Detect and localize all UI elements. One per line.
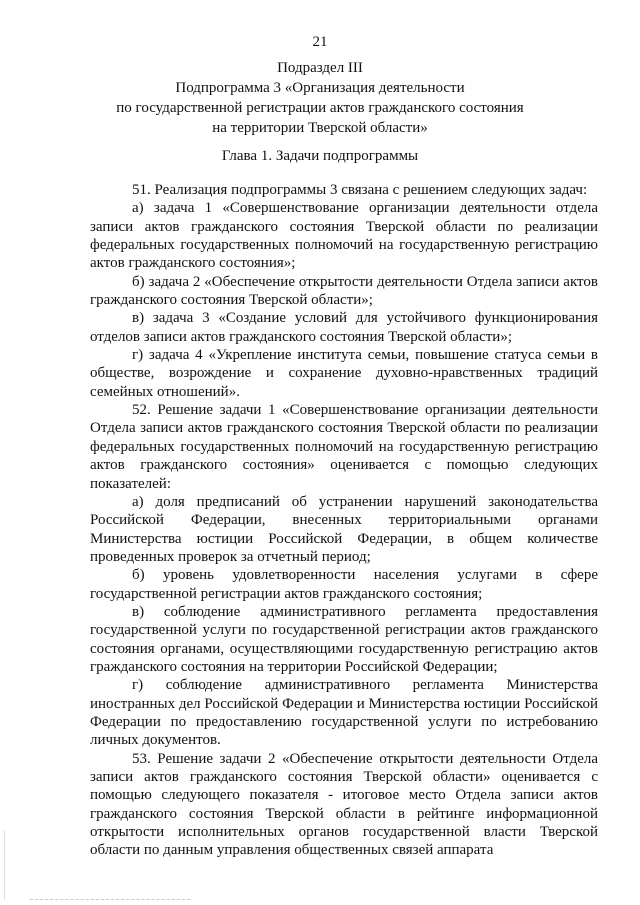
- subprogram-title-line-3: на территории Тверской области»: [212, 120, 428, 136]
- subsection-title: Подраздел III: [277, 60, 363, 76]
- chapter-title: Глава 1. Задачи подпрограммы: [221, 148, 419, 164]
- page-number: 21: [312, 34, 328, 50]
- subprogram-title-line-1: Подпрограмма 3 «Организация деятельности: [175, 80, 465, 96]
- subprogram-title-line-2: по государственной регистрации актов гражданского состояния: [116, 100, 524, 116]
- task-3-item: в) задача 3 «Создание условий для устойчивого функционирования отделов записи актов гражданского состояния Тверской области»;: [90, 310, 598, 345]
- indicator-d-item: г) соблюдение административного регламента Министерства иностранных дел Российской Федерации и Министерства юстиции Российской Федерации по предоставлению государственной услуги по истребованию личных документов.: [90, 677, 598, 749]
- indicator-a-item: а) доля предписаний об устранении нарушений законодательства Российской Федерации, внесенных территориальными органами Министерства юстиции Российской Федерации, в общем количестве проведенных проверок за отчетный период;: [90, 493, 598, 565]
- task-4-item: г) задача 4 «Укрепление института семьи, повышение статуса семьи в обществе, возрождение и сохранение духовно-нравственных традиций семейных отношений».: [90, 347, 598, 400]
- task-1-item: а) задача 1 «Совершенствование организации деятельности отдела записи актов гражданского состояния Тверской области по реализации федеральных государственных полномочий на государственную регистрацию актов гражданского состояния»;: [90, 200, 598, 272]
- section-heading: [0, 58, 640, 138]
- indicator-b-item: б) уровень удовлетворенности населения услугами в сфере государственной регистрации актов гражданского состояния;: [90, 567, 598, 602]
- paragraph-51: 51. Реализация подпрограммы 3 связана с решением следующих задач:: [132, 182, 588, 198]
- scan-edge-mark: [4, 830, 5, 900]
- document-body: [90, 181, 598, 860]
- indicator-c-item: в) соблюдение административного регламента предоставления государственной услуги по государственной регистрации актов гражданского состояния органами, осуществляющими государственную регистрацию актов гражданского состояния на территории Российской Федерации;: [90, 603, 598, 675]
- task-2-item: б) задача 2 «Обеспечение открытости деятельности Отдела записи актов гражданского состояния Тверской области»;: [90, 273, 598, 309]
- paragraph-53: 53. Решение задачи 2 «Обеспечение открытости деятельности Отдела записи актов гражданского состояния Тверской области» оценивается с помощью следующего показателя - итоговое место Отдела записи актов гражданского состояния Тверской области в рейтинге информационной открытости исполнительных органов государственной власти Тверской области по данным управления общественных связей аппарата: [90, 750, 598, 859]
- scan-footer-mark: [30, 899, 190, 901]
- paragraph-52: 52. Решение задачи 1 «Совершенствование организации деятельности Отдела записи актов гражданского состояния Тверской области по реализации федеральных государственных полномочий на государственную регистрацию актов гражданского состояния» оценивается с помощью следующих показателей:: [90, 402, 598, 492]
